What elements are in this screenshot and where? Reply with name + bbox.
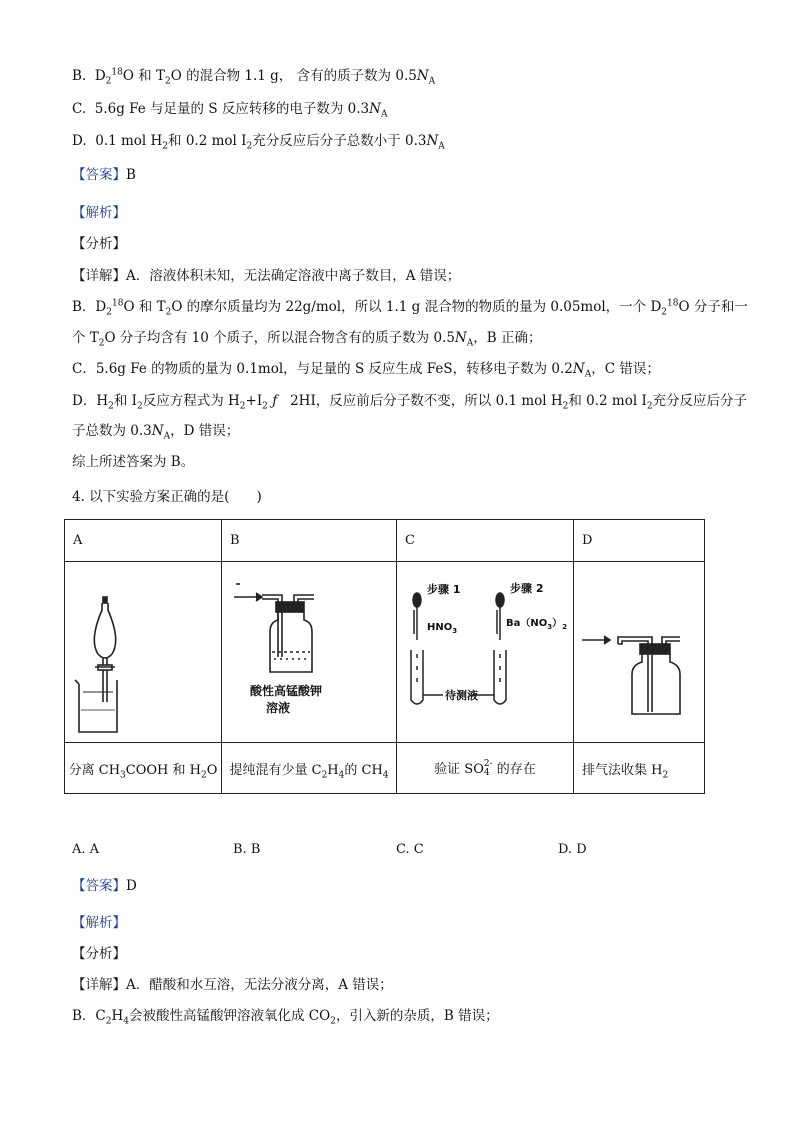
c-bano3-label: Ba（NO [506, 618, 548, 629]
q3-detail-d1: D．$H_2$和 $I_2$反应方程式为 $H_2+I_2$ ƒ 2HI，反应前后分子数不变，所以 0.1 mol $H_2$和 0.2 mol $I_2$充分反应后分子 [72, 393, 748, 412]
caption-c: 验证 SO 2- 4 的存在 [397, 743, 574, 794]
q3-answer: 【答案】B [72, 167, 136, 183]
gas-washing-bottle-diagram [222, 562, 388, 738]
q4-options-table [64, 519, 705, 794]
q4-choice-b[interactable]: B. B [233, 842, 261, 857]
q4-choice-a[interactable]: A. A [72, 842, 100, 857]
q4-fenxi-heading: 【分析】 [72, 946, 126, 962]
q4-stem: 4. 以下实验方案正确的是( ) [72, 489, 262, 505]
svg-text:HNO3: $HNO_3$ [427, 622, 458, 635]
equilibrium-arrow-glyph: ƒ [267, 393, 291, 409]
apparatus-d [574, 562, 705, 743]
c-sample-label: 待测液 [445, 689, 478, 702]
table-header-a: A [65, 520, 222, 562]
q4-detail-b: B．$C_2H_4$会被酸性高锰酸钾溶液氧化成 $CO_2$，引入新的杂质，B 错误； [72, 1008, 499, 1027]
table-header-b: B [222, 520, 397, 562]
apparatus-b [222, 562, 397, 743]
caption-d: 排气法收集 $H_2$ [574, 743, 705, 794]
q3-fenxi-heading: 【分析】 [72, 236, 126, 252]
q3-option-d: D. 0.1 mol $H_2$和 0.2 mol $I_2$充分反应后分子总数小于 $0.3N_A$ [72, 133, 445, 152]
q3-option-b: B. $D_2^{18}O$ 和 $T_2O$ 的混合物 1.1 g， 含有的质子数为 $0.5N_A$ [72, 67, 436, 87]
q4-choice-d[interactable]: D. D [558, 842, 587, 857]
b-solution-label-2: 溶液 [266, 701, 291, 715]
c-step2-label: 步骤 2 [510, 582, 544, 595]
b-solution-label-1: 酸性高锰酸钾 [250, 684, 323, 698]
q4-jiexi-heading: 【解析】 [72, 915, 126, 931]
caption-a: 分离 $CH_3COOH$ 和 $H_2O$ [65, 743, 222, 794]
q4-choice-c[interactable]: C. C [396, 842, 424, 857]
sulfate-test-diagram [397, 562, 565, 738]
apparatus-a [65, 562, 222, 743]
apparatus-c [397, 562, 574, 743]
q3-detail-c: C．5.6g Fe 的物质的量为 0.1mol，与足量的 S 反应生成 FeS，转移电子数为 $0.2N_A$，C 错误； [72, 361, 660, 380]
c-hno3-label: HNO [427, 622, 453, 633]
q4-answer: 【答案】D [72, 878, 137, 894]
separatory-funnel-diagram [65, 562, 213, 738]
svg-text:Ba（NO3）2: $Ba(NO_3)_2$ [506, 618, 567, 631]
q3-detail-d2: 子总数为 $0.3N_A$，D 错误； [72, 423, 240, 442]
q3-jiexi-heading: 【解析】 [72, 205, 126, 221]
q3-detail-b2: 个 $T_2O$ 分子均含有 10 个质子，所以混合物含有的质子数为 $0.5N_A$，B 正确； [72, 330, 542, 349]
table-header-d: D [574, 520, 705, 562]
q4-detail-a: 【详解】A．醋酸和水互溶，无法分液分离，A 错误； [72, 977, 393, 993]
q3-detail-a: 【详解】A．溶液体积未知，无法确定溶液中离子数目，A 错误； [72, 268, 461, 284]
q3-detail-b1: B．$D_2^{18}O$ 和 $T_2O$ 的摩尔质量均为 22g/mol，所以 1.1 g 混合物的物质的量为 0.05mol，一个 $D_2^{18}O$ 分子和一 [72, 298, 748, 318]
caption-b: 提纯混有少量 $C_2H_4$的 $CH_4$ [222, 743, 397, 794]
gas-collection-bottle-diagram [574, 562, 704, 738]
c-step1-label: 步骤 1 [427, 583, 461, 596]
table-header-c: C [397, 520, 574, 562]
q3-option-c: C. 5.6g Fe 与足量的 S 反应转移的电子数为 $0.3N_A$ [72, 101, 388, 120]
q3-summary: 综上所述答案为 B。 [72, 454, 195, 470]
